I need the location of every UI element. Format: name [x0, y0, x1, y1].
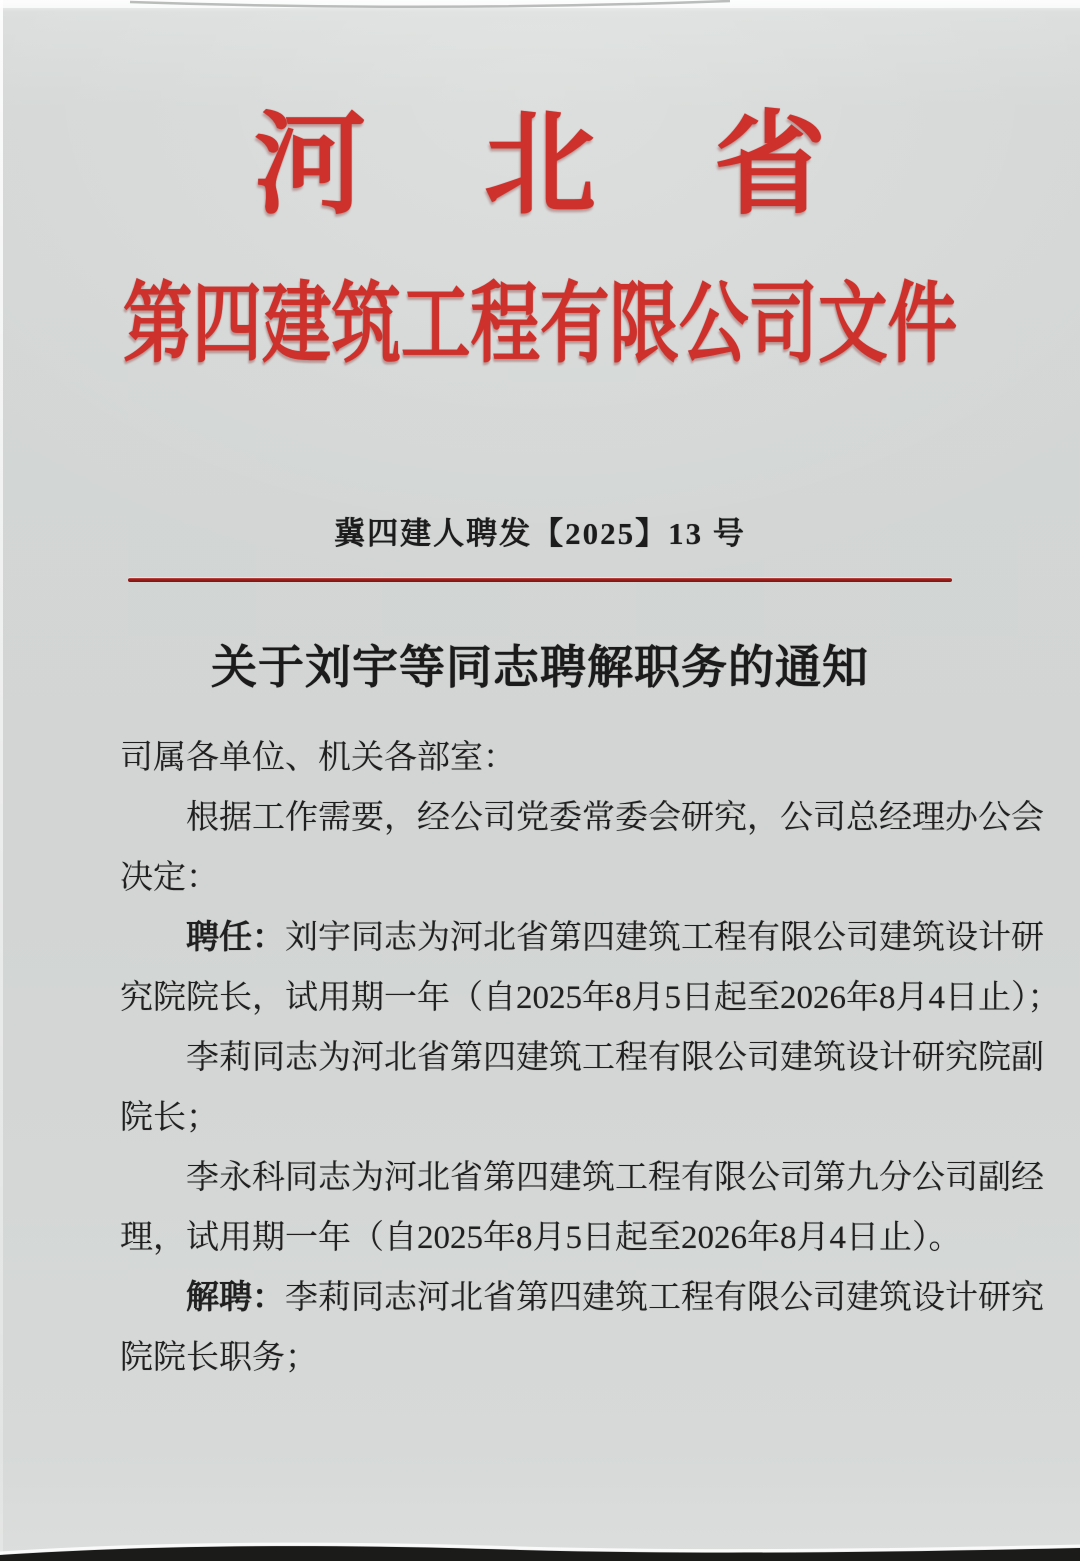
letterhead [0, 104, 1080, 374]
doc-title: 关于刘宇等同志聘解职务的通知 [211, 641, 869, 693]
doc-number: 冀四建人聘发【2025】13 号 [334, 515, 746, 551]
body-line-text: 院长； [120, 1099, 219, 1136]
body-line-appointment [120, 908, 1080, 968]
paper-bottom-edge [0, 1539, 1080, 1561]
letterhead-region-title: 河北省 [254, 104, 944, 228]
body-line [120, 1088, 1080, 1148]
letterhead-org-title-text: 第四建筑工程有限公司文件 [122, 276, 958, 374]
body-line-text: 根据工作需要，经公司党委常委会研究，公司总经理办公会 [186, 799, 1044, 836]
emphasis-label: 聘任： [186, 919, 285, 956]
body-line [120, 848, 1080, 908]
body-line-text: 李莉同志为河北省第四建筑工程有限公司建筑设计研究院副 [186, 1039, 1044, 1076]
emphasis-label: 解聘： [186, 1279, 285, 1316]
body-line-text: 司属各单位、机关各部室： [120, 739, 516, 776]
body-line-text: 李莉同志河北省第四建筑工程有限公司建筑设计研究 [285, 1279, 1044, 1316]
paper-left-sheen [0, 0, 3, 1561]
body-line-text: 理，试用期一年（自2025年8月5日起至2026年8月4日止）。 [120, 1219, 962, 1256]
body-line [120, 1328, 1080, 1388]
body-line-text: 刘宇同志为河北省第四建筑工程有限公司建筑设计研 [285, 919, 1044, 956]
body-line-dismissal [120, 1268, 1080, 1328]
letterhead-org-title [0, 276, 1080, 374]
doc-body [0, 728, 1080, 1388]
body-line [120, 788, 1080, 848]
body-line [120, 1208, 1080, 1268]
red-divider-rule [128, 578, 952, 582]
body-line [120, 968, 1080, 1028]
body-line-text: 究院院长，试用期一年（自2025年8月5日起至2026年8月4日止）； [120, 979, 1061, 1016]
paper-top-edge [0, 0, 1080, 14]
body-line-salutation [120, 728, 1080, 788]
body-line-text: 决定： [120, 859, 219, 896]
body-line [120, 1148, 1080, 1208]
body-line [120, 1028, 1080, 1088]
body-line-text: 李永科同志为河北省第四建筑工程有限公司第九分公司副经 [186, 1159, 1044, 1196]
body-line-text: 院院长职务； [120, 1339, 318, 1376]
